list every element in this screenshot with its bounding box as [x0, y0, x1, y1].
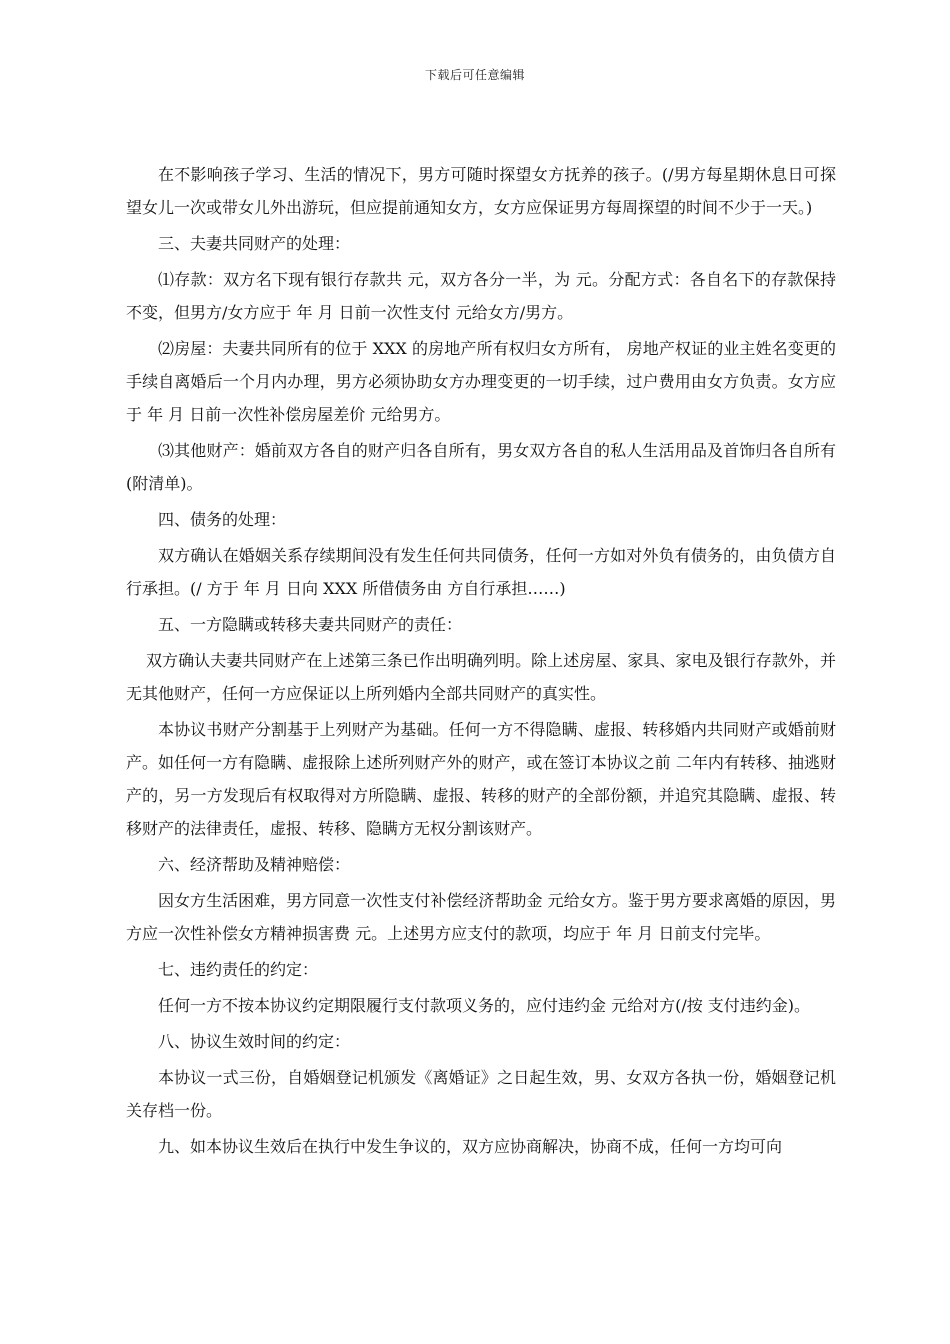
- paragraph-deposits: ⑴存款：双方名下现有银行存款共 元，双方各分一半，为 元。分配方式：各自名下的存款保持不变，但男方/女方应于 年 月 日前一次性支付 元给女方/男方。: [126, 270, 836, 322]
- section-heading-6: 六、经济帮助及精神赔偿：: [158, 855, 351, 874]
- paragraph-effective: 本协议一式三份，自婚姻登记机颁发《离婚证》之日起生效，男、女双方各执一份，婚姻登记机关存档一份。: [126, 1068, 836, 1120]
- paragraph-debts: 双方确认在婚姻关系存续期间没有发生任何共同债务，任何一方如对外负有债务的，由负债方自行承担。(/ 方于 年 月 日向 XXX 所借债务由 方自行承担……): [126, 546, 836, 598]
- paragraph-compensation: 因女方生活困难，男方同意一次性支付补偿经济帮助金 元给女方。鉴于男方要求离婚的原因，男方应一次性补偿女方精神损害费 元。上述男方应支付的款项，均应于 年 月 日前支付完毕。: [126, 891, 836, 943]
- section-heading-7: 七、违约责任的约定：: [158, 960, 319, 979]
- section-heading-3: 三、夫妻共同财产的处理：: [158, 234, 351, 253]
- document-body: [126, 158, 836, 1166]
- section-heading-9: 九、如本协议生效后在执行中发生争议的，双方应协商解决，协商不成，任何一方均可向: [158, 1137, 783, 1156]
- paragraph-property-division: 本协议书财产分割基于上列财产为基础。任何一方不得隐瞒、虚报、转移婚内共同财产或婚前财产。如任何一方有隐瞒、虚报除上述所列财产外的财产，或在签订本协议之前 二年内有转移、抽逃财产的，另一方发现后有权取得对方所隐瞒、虚报、转移的财产的全部份额，并追究其隐瞒、虚报、转移财产的法律责任，虚报、转移、隐瞒方无权分割该财产。: [126, 720, 836, 838]
- section-heading-5: 五、一方隐瞒或转移夫妻共同财产的责任：: [158, 615, 463, 634]
- paragraph-visitation: 在不影响孩子学习、生活的情况下，男方可随时探望女方抚养的孩子。(/男方每星期休息日可探望女儿一次或带女儿外出游玩，但应提前通知女方，女方应保证男方每周探望的时间不少于一天。): [126, 165, 836, 217]
- paragraph-breach: 任何一方不按本协议约定期限履行支付款项义务的，应付违约金 元给对方(/按 支付违约金)。: [158, 996, 811, 1015]
- paragraph-other-property: ⑶其他财产：婚前双方各自的财产归各自所有，男女双方各自的私人生活用品及首饰归各自所有(附清单)。: [126, 441, 836, 493]
- page-header: 下载后可任意编辑: [424, 68, 525, 82]
- paragraph-house: ⑵房屋：夫妻共同所有的位于 XXX 的房地产所有权归女方所有， 房地产权证的业主姓名变更的手续自离婚后一个月内办理，男方必须协助女方办理变更的一切手续，过户费用由女方负责。女方应于 年 月 日前一次性补偿房屋差价 元给男方。: [126, 339, 836, 424]
- section-heading-4: 四、债务的处理：: [158, 510, 287, 529]
- section-heading-8: 八、协议生效时间的约定：: [158, 1032, 351, 1051]
- paragraph-property-listed: 双方确认夫妻共同财产在上述第三条已作出明确列明。除上述房屋、家具、家电及银行存款外，并无其他财产，任何一方应保证以上所列婚内全部共同财产的真实性。: [126, 651, 836, 703]
